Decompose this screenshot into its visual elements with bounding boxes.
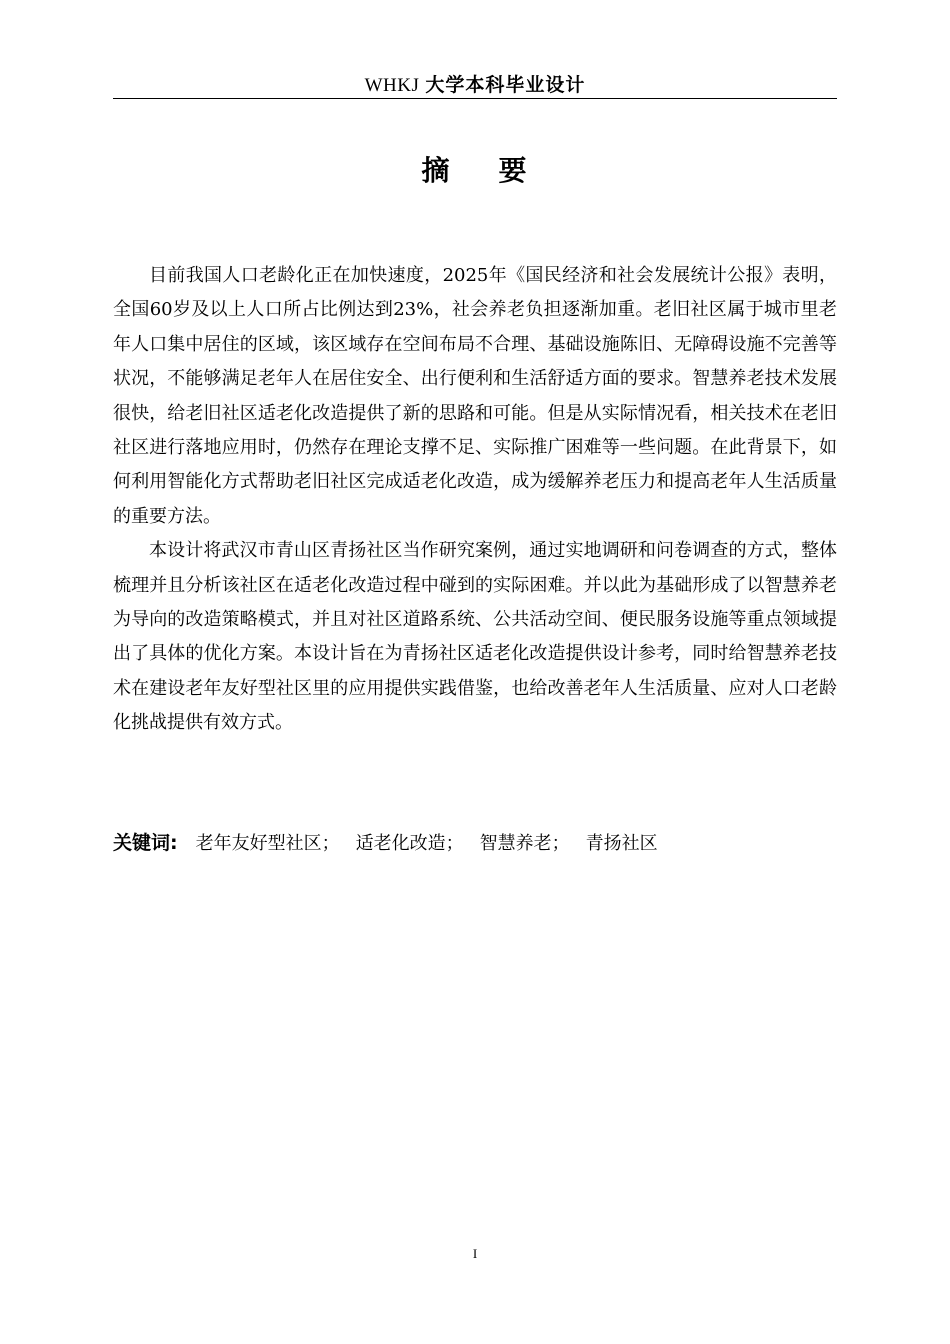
abstract-title: 摘 要 (421, 154, 529, 187)
header-rule (113, 98, 837, 99)
page-number: I (472, 1246, 478, 1261)
abstract-paragraph-1: 目前我国人口老龄化正在加快速度，2025年《国民经济和社会发展统计公报》表明，全国60岁及以上人口所占比例达到23%，社会养老负担逐渐加重。老旧社区属于城市里老年人口集中居住的区域，该区域存在空间布局不合理、基础设施陈旧、无障碍设施不完善等状况，不能够满足老年人在居住安全、出行便利和生活舒适方面的要求。智慧养老技术发展很快，给老旧社区适老化改造提供了新的思路和可能。但是从实际情况看，相关技术在老旧社区进行落地应用时，仍然存在理论支撑不足、实际推广困难等一些问题。在此背景下，如何利用智能化方式帮助老旧社区完成适老化改造，成为缓解养老压力和提高老年人生活质量的重要方法。 (113, 265, 837, 527)
keywords-line (113, 826, 837, 861)
keyword-item: 适老化改造； (355, 833, 464, 854)
keyword-item: 老年友好型社区； (195, 833, 340, 854)
keywords-label: 关键词: (113, 832, 178, 854)
header-institution-code: WHKJ (364, 75, 420, 96)
header-document-type: 大学本科毕业设计 (425, 74, 586, 96)
keyword-item: 青扬社区 (585, 833, 658, 854)
abstract-body (113, 259, 837, 741)
abstract-paragraph-2: 本设计将武汉市青山区青扬社区当作研究案例，通过实地调研和问卷调查的方式，整体梳理并且分析该社区在适老化改造过程中碰到的实际困难。并以此为基础形成了以智慧养老为导向的改造策略模式，并且对社区道路系统、公共活动空间、便民服务设施等重点领域提出了具体的优化方案。本设计旨在为青扬社区适老化改造提供设计参考，同时给智慧养老技术在建设老年友好型社区里的应用提供实践借鉴，也给改善老年人生活质量、应对人口老龄化挑战提供有效方式。 (113, 540, 837, 734)
keyword-item: 智慧养老； (479, 833, 570, 854)
running-header (113, 72, 837, 100)
